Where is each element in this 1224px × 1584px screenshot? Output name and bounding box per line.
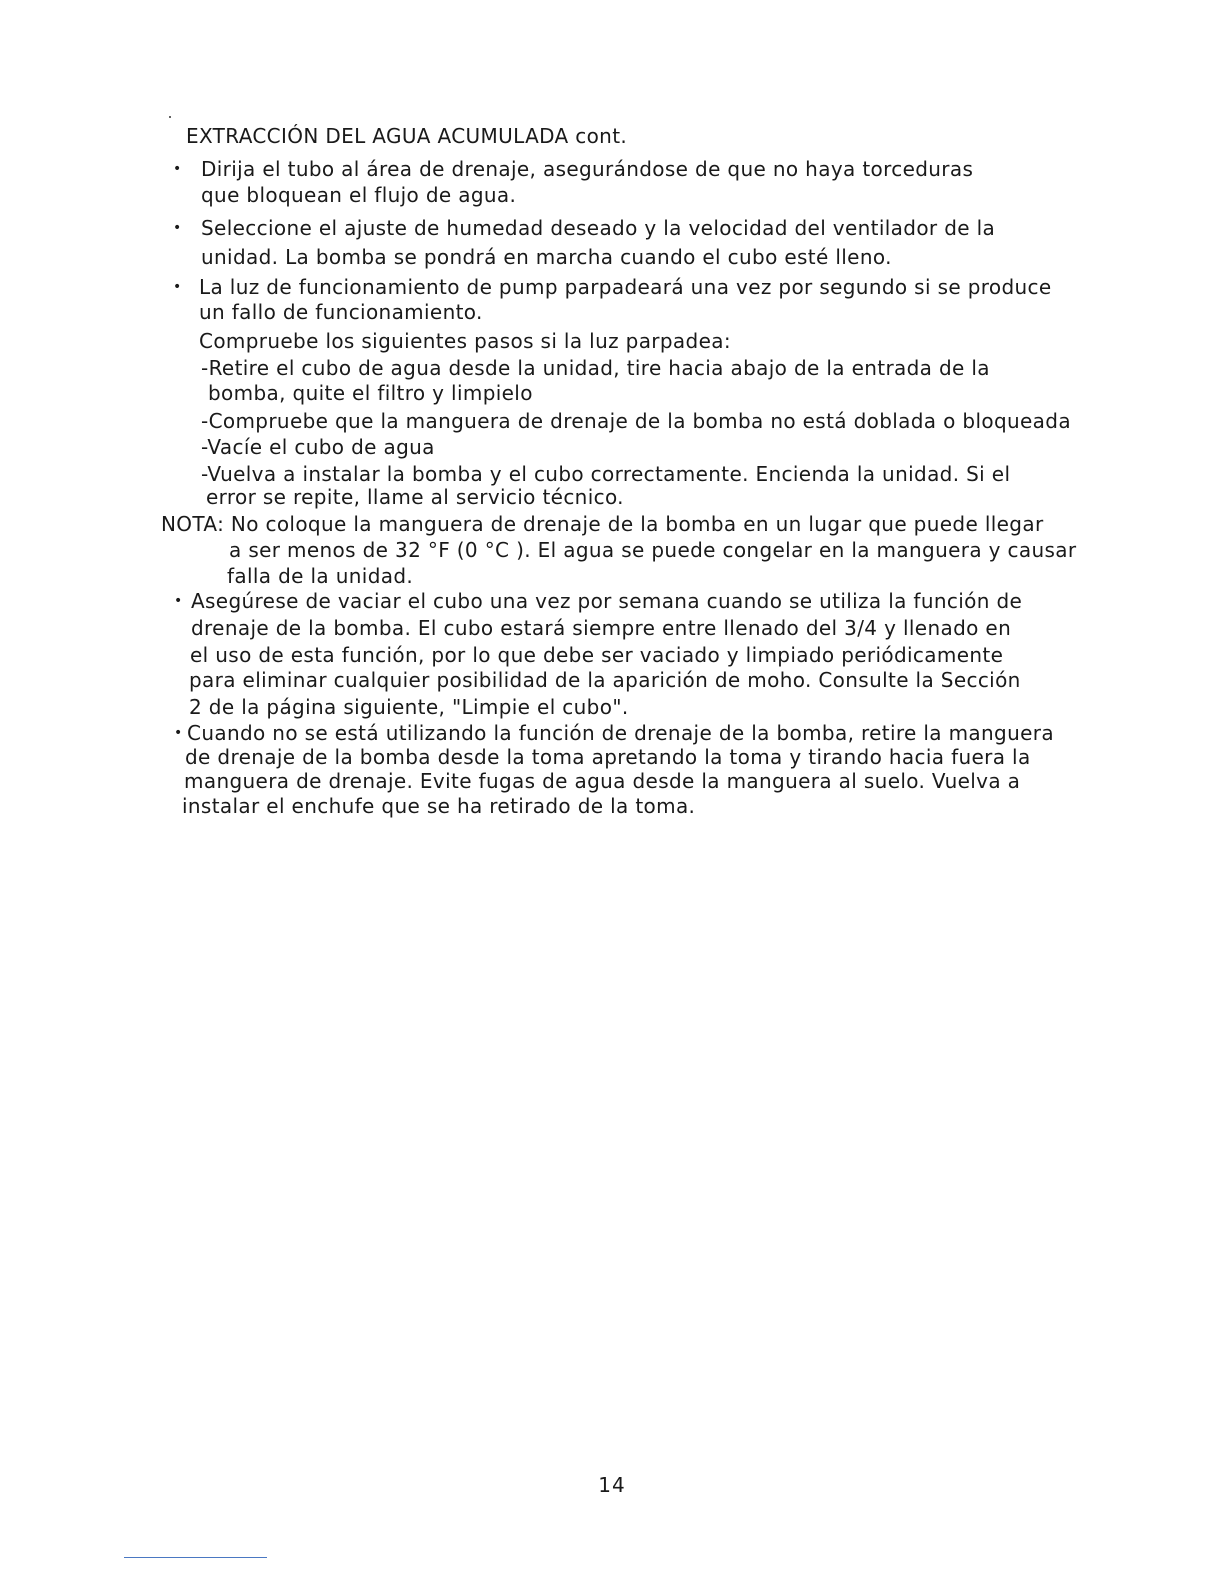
item3-step4-line2: error se repite, llame al servicio técnico. bbox=[206, 485, 624, 509]
item3-line3: Compruebe los siguientes pasos si la luz parpadea: bbox=[199, 329, 731, 353]
item4-line1: Asegúrese de vaciar el cubo una vez por semana cuando se utiliza la función de bbox=[191, 589, 1023, 613]
note-line1: NOTA: No coloque la manguera de drenaje de la bomba en un lugar que puede llegar bbox=[161, 512, 1044, 536]
note-line3: falla de la unidad. bbox=[227, 564, 414, 588]
bullet-marker: • bbox=[173, 279, 182, 295]
item5-line2: de drenaje de la bomba desde la toma apretando la toma y tirando hacia fuera la bbox=[185, 745, 1031, 769]
item2-line1: Seleccione el ajuste de humedad deseado y la velocidad del ventilador de la bbox=[201, 216, 996, 240]
item4-line3: el uso de esta función, por lo que debe ser vaciado y limpiado periódicamente bbox=[190, 643, 1004, 667]
item3-step4-line1: -Vuelva a instalar la bomba y el cubo correctamente. Encienda la unidad. Si el bbox=[201, 462, 1011, 486]
item4-line2: drenaje de la bomba. El cubo estará siempre entre llenado del 3/4 y llenado en bbox=[191, 616, 1012, 640]
bullet-marker: • bbox=[174, 593, 183, 609]
item3-line2: un fallo de funcionamiento. bbox=[199, 300, 483, 324]
item3-step3: -Vacíe el cubo de agua bbox=[201, 435, 435, 459]
item3-line1: La luz de funcionamiento de pump parpadeará una vez por segundo si se produce bbox=[199, 275, 1052, 299]
bullet-marker: • bbox=[173, 161, 182, 177]
item3-step1-line2: bomba, quite el filtro y limpielo bbox=[208, 381, 533, 405]
section-heading: EXTRACCIÓN DEL AGUA ACUMULADA cont. bbox=[186, 124, 628, 148]
item5-line3: manguera de drenaje. Evite fugas de agua desde la manguera al suelo. Vuelva a bbox=[184, 769, 1021, 793]
item2-line2: unidad. La bomba se pondrá en marcha cuando el cubo esté lleno. bbox=[201, 245, 892, 269]
item3-step1-line1: -Retire el cubo de agua desde la unidad, tire hacia abajo de la entrada de la bbox=[201, 356, 990, 380]
bullet-marker: • bbox=[173, 220, 182, 236]
item5-line4: instalar el enchufe que se ha retirado de la toma. bbox=[182, 794, 696, 818]
bullet-marker: • bbox=[174, 725, 183, 741]
note-line2: a ser menos de 32 °F (0 °C ). El agua se puede congelar en la manguera y causar bbox=[229, 538, 1077, 562]
item4-line4: para eliminar cualquier posibilidad de la aparición de moho. Consulte la Sección bbox=[189, 668, 1021, 692]
page-number: 14 bbox=[598, 1473, 626, 1497]
footer-rule bbox=[124, 1557, 267, 1558]
item5-line1: Cuando no se está utilizando la función de drenaje de la bomba, retire la manguera bbox=[187, 721, 1054, 745]
item3-step2: -Compruebe que la manguera de drenaje de la bomba no está doblada o bloqueada bbox=[201, 409, 1071, 433]
item1-line1: Dirija el tubo al área de drenaje, asegurándose de que no haya torceduras bbox=[201, 157, 974, 181]
scan-speck bbox=[169, 116, 171, 118]
item4-line5: 2 de la página siguiente, "Limpie el cubo". bbox=[189, 695, 629, 719]
item1-line2: que bloquean el flujo de agua. bbox=[201, 183, 517, 207]
